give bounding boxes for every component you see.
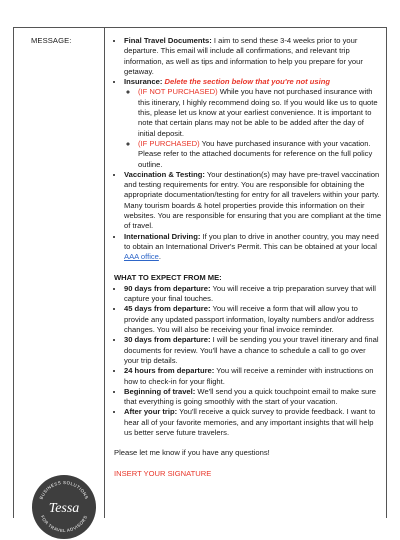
- expect-list: [114, 284, 382, 438]
- closing-text: Please let me know if you have any questions!: [114, 448, 270, 458]
- logo-arc-bottom-text: FOR TRAVEL ADVISORS: [39, 514, 89, 534]
- column-divider: [104, 28, 105, 518]
- list-item: • 45 days from departure: You will receive a form that will allow you to provide any updated passport information, loyalty numbers and/or address changes. You will also be receiving your final invoice reminder.: [124, 304, 382, 335]
- list-item: ◦ (IF NOT PURCHASED) While you have not purchased insurance with this itinerary, I highly recommend doing so. If you would like us to quote this, please let us know at your earliest convenience. It is important to note that certain plans may not be able to be added after the day of initial deposit.: [138, 87, 382, 138]
- logo-script-text: Tessa: [48, 501, 80, 516]
- message-body: [114, 36, 382, 479]
- list-item: • 30 days from departure: I will be sending you your travel itinerary and final documents for review. You'll have a chance to schedule a call to go over your trip details.: [124, 335, 382, 366]
- list-item: • Beginning of travel: We'll send you a quick touchpoint email to make sure that everything is going smoothly with the start of your vacation.: [124, 387, 382, 408]
- insurance-note: Delete the section below that you're not using: [164, 77, 331, 87]
- list-item: • After your trip: You'll receive a quick survey to provide feedback. I want to hear all of your favorite memories, and any important insights that will help us better serve future travelers.: [124, 407, 382, 438]
- brand-logo: [31, 474, 97, 540]
- list-item: • 24 hours from departure: You will receive a reminder with instructions on how to check-in for your flight.: [124, 366, 382, 387]
- insurance-options: [124, 87, 382, 169]
- message-label: MESSAGE:: [31, 36, 72, 45]
- list-item: • Vaccination & Testing: Your destination(s) may have pre-travel vaccination and testing requirements for entry. You are responsible for obtaining the appropriate documentation/testing for entry for all travelers within your party. Many tourism boards & hotel properties provide this information on their websites. You are responsible for ensuring that you are compliant at the time of travel.: [124, 170, 382, 232]
- list-item: • Insurance: Delete the section below that you're not using ◦ (IF NOT PURCHASED) While you have not purchased insurance with this itinerary, I highly recommend doing so. If you would like us to quote this, please let us know at your earliest convenience. It is important to note that certain plans may not be able to be added after the day of initial deposit. ◦ (IF PURCHASED) You have purchased insurance with your vacation. Please refer to the attached documents for reference on the full policy outline.: [124, 77, 382, 170]
- list-item: • Final Travel Documents: I aim to send these 3-4 weeks prior to your departure. This email will include all confirmations, and relevant trip information, as well as tips and information to help you prepare for your getaway.: [124, 36, 382, 77]
- expect-heading: WHAT TO EXPECT FROM ME:: [114, 272, 222, 282]
- list-item: ◦ (IF PURCHASED) You have purchased insurance with your vacation. Please refer to the attached documents for reference on the full policy outline.: [138, 139, 382, 170]
- signature-placeholder: INSERT YOUR SIGNATURE: [114, 468, 212, 478]
- info-list: [114, 36, 382, 263]
- aaa-office-link[interactable]: AAA office: [124, 252, 159, 262]
- list-item: • International Driving: If you plan to drive in another country, you may need to obtain an International Driver's Permit. This can be obtained at your local AAA office.: [124, 232, 382, 263]
- logo-arc-top-text: BUSINESS SOLUTIONS: [38, 479, 90, 500]
- message-table: [13, 27, 387, 534]
- list-item: • 90 days from departure: You will receive a trip preparation survey that will capture your final touches.: [124, 284, 382, 305]
